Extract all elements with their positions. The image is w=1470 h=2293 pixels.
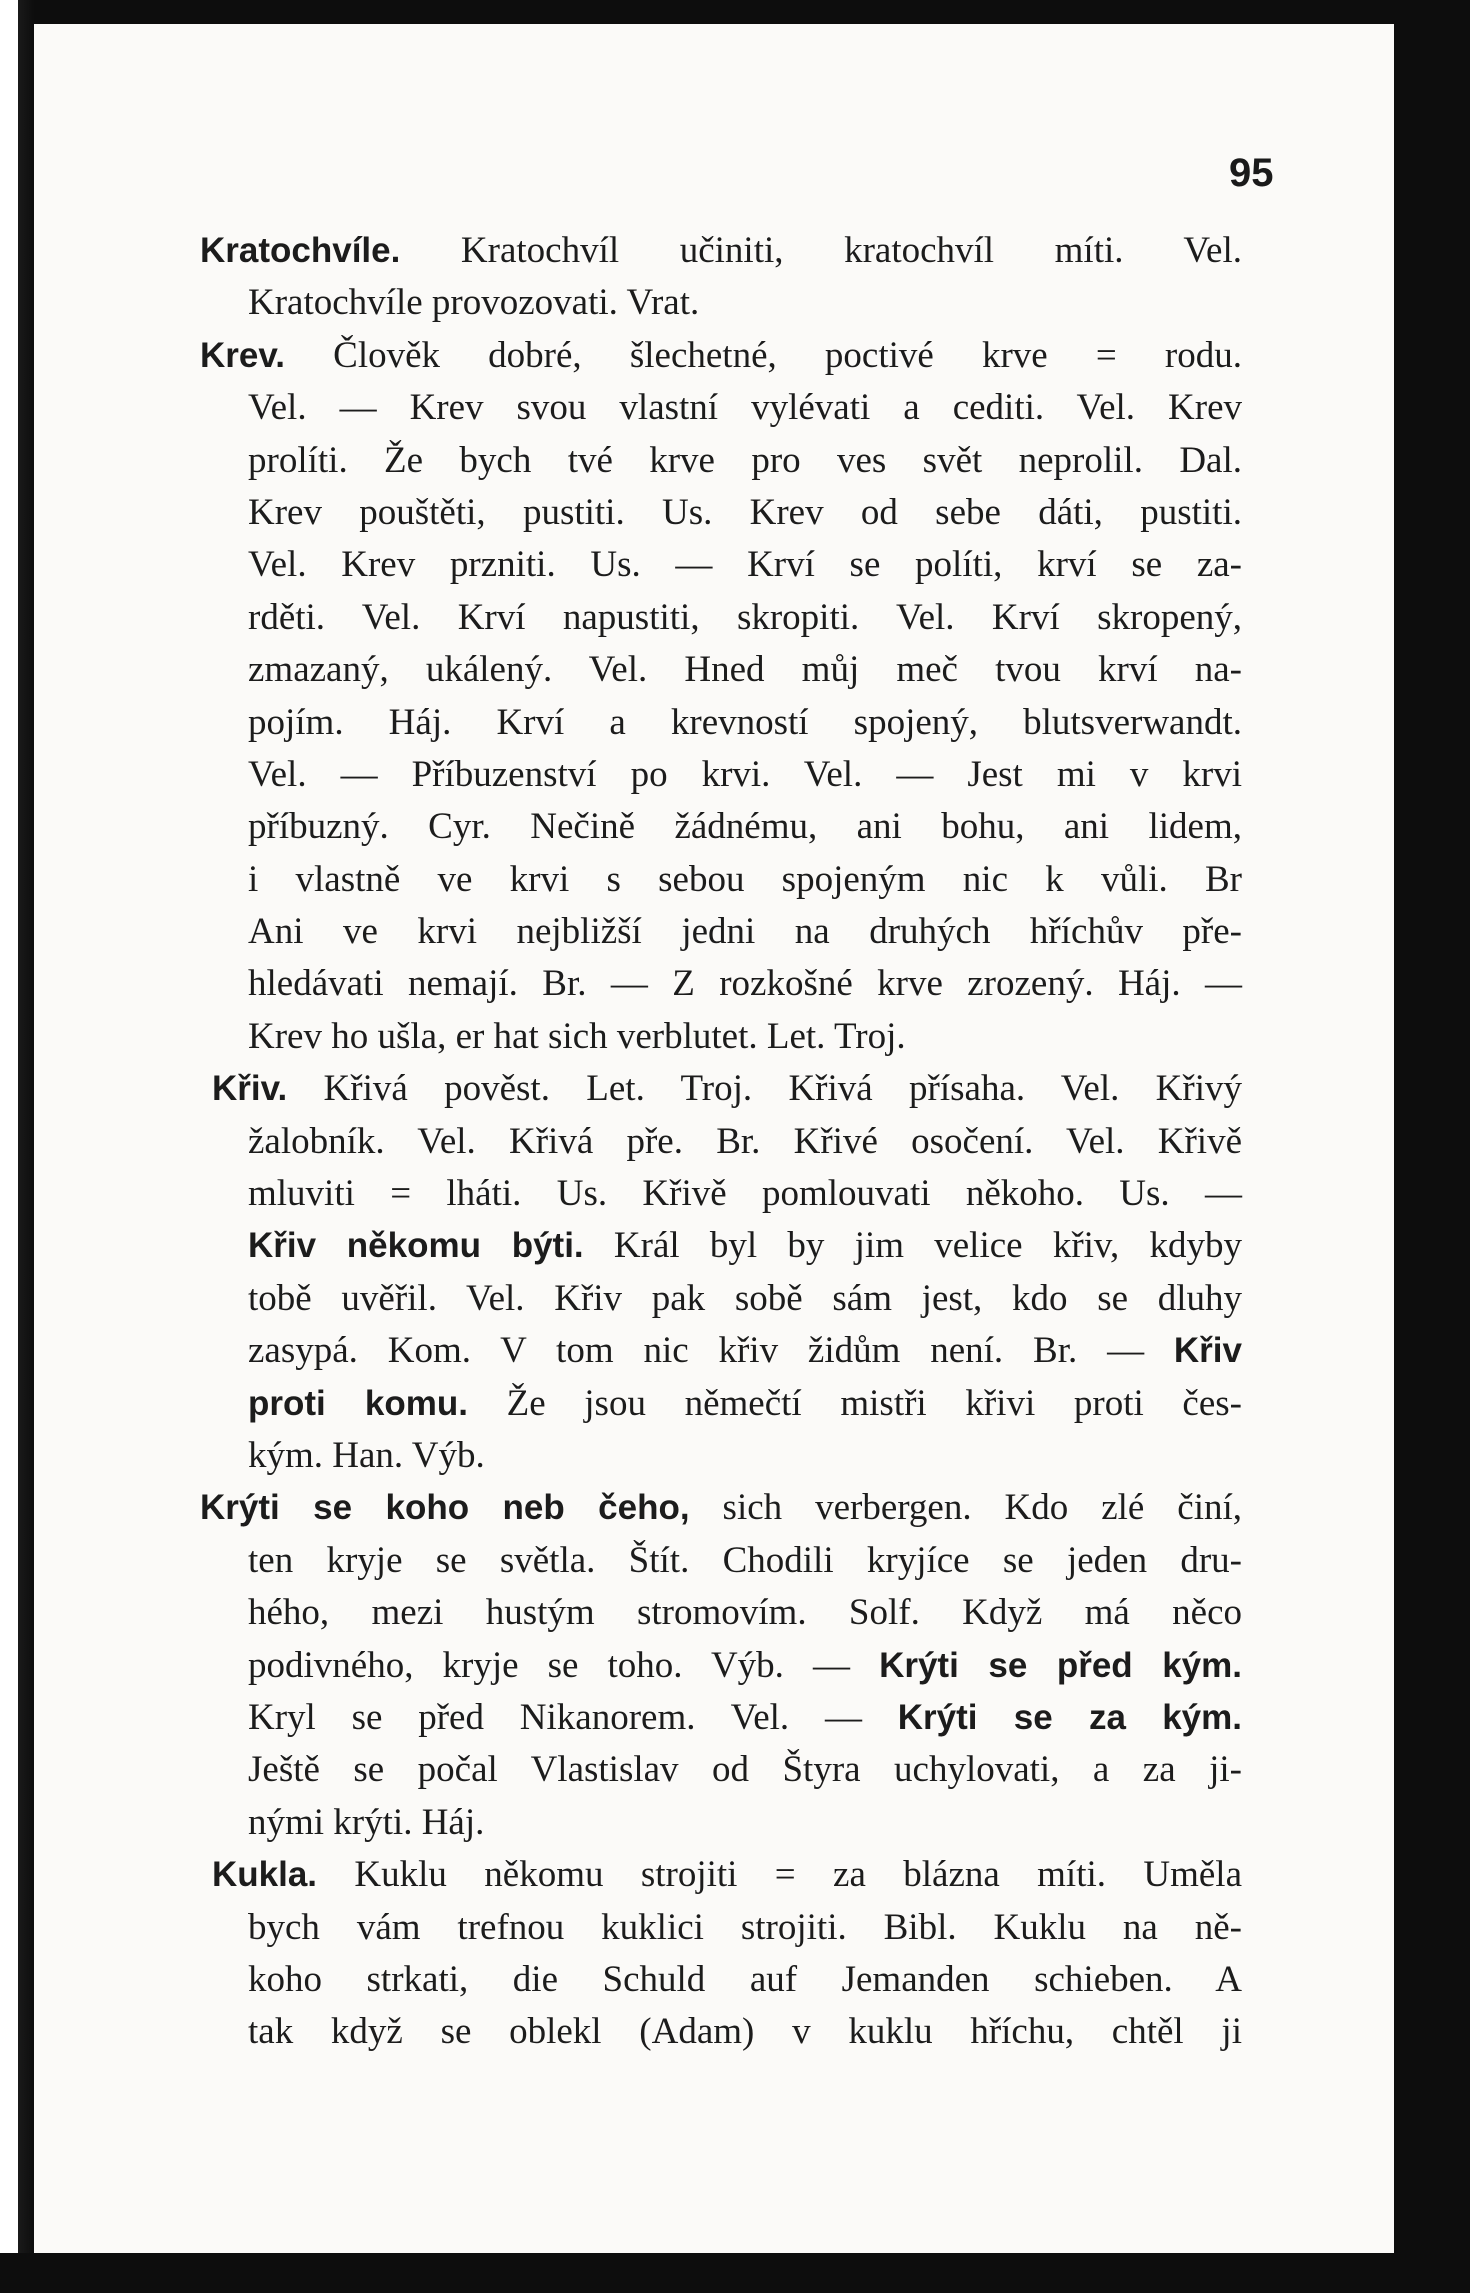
text-line (200, 1849, 1242, 1901)
text-line (200, 1744, 1242, 1796)
headword: Krýti se koho neb čeho, (200, 1488, 690, 1528)
line-text: mluviti = lháti. Us. Křivě pomlouvati někoho. Us. — (248, 1173, 1242, 1215)
headword: Křiv. (212, 1069, 288, 1109)
bold-phrase: Krýti se za kým. (897, 1697, 1242, 1737)
headword: Kukla. (212, 1855, 318, 1895)
text-line (200, 1692, 1242, 1744)
text-line (200, 435, 1242, 487)
text-line (200, 1116, 1242, 1168)
page-number: 95 (1229, 151, 1274, 195)
line-text: Že jsou němečtí mistři křivi proti čes- (467, 1382, 1242, 1424)
line-text: sich verbergen. Kdo zlé činí, (689, 1487, 1243, 1529)
text-line (200, 749, 1242, 801)
text-line (200, 801, 1242, 853)
line-text: kým. Han. Výb. (248, 1434, 485, 1476)
line-text: tobě uvěřil. Vel. Křiv pak sobě sám jest, kdo se dluhy (248, 1277, 1242, 1319)
text-line (200, 1168, 1242, 1220)
bold-phrase: Křiv někomu býti. (248, 1226, 584, 1266)
text-line (200, 330, 1242, 382)
text-line (200, 592, 1242, 644)
scan-border-left (0, 0, 34, 2293)
dictionary-text (200, 225, 1242, 2059)
text-line (200, 382, 1242, 434)
bold-phrase: Krýti se před kým. (879, 1645, 1242, 1685)
text-line (200, 539, 1242, 591)
text-line (200, 906, 1242, 958)
text-line (200, 1430, 1242, 1482)
text-line (200, 277, 1242, 329)
text-line (200, 2006, 1242, 2058)
line-text: Král byl by jim velice křiv, kdyby (583, 1225, 1243, 1267)
line-text: tak když se oblekl (Adam) v kuklu hříchu, chtěl ji (248, 2011, 1242, 2053)
text-line (200, 1325, 1242, 1377)
text-line (200, 697, 1242, 749)
line-text: Krev pouštěti, pustiti. Us. Krev od sebe dáti, pustiti. (248, 491, 1242, 533)
line-text: zasypá. Kom. V tom nic křiv židům není. Br. — (248, 1330, 1174, 1372)
line-text: zmazaný, ukálený. Vel. Hned můj meč tvou krví na- (248, 649, 1242, 691)
line-text: žalobník. Vel. Křivá pře. Br. Křivé osočení. Vel. Křivě (248, 1120, 1242, 1162)
line-text: Kratochvíle provozovati. Vrat. (248, 282, 700, 324)
text-line (200, 1954, 1242, 2006)
headword: Krev. (200, 335, 285, 375)
text-line (200, 1378, 1242, 1430)
line-text: podivného, kryje se toho. Výb. — (248, 1644, 880, 1686)
scan-border-top (0, 0, 1470, 24)
line-text: bych vám trefnou kuklici strojiti. Bibl. Kuklu na ně- (248, 1906, 1242, 1948)
text-line (200, 487, 1242, 539)
line-text: i vlastně ve krvi s sebou spojeným nic k vůli. Br (248, 858, 1242, 900)
line-text: příbuzný. Cyr. Nečině žádnému, ani bohu, ani lidem, (248, 806, 1242, 848)
text-line (200, 1482, 1242, 1534)
line-text: ten kryje se světla. Štít. Chodili kryjíce se jeden dru- (248, 1539, 1242, 1581)
line-text: rděti. Vel. Krví napustiti, skropiti. Vel. Krví skropený, (248, 596, 1242, 638)
text-line (200, 644, 1242, 696)
line-text: Vel. — Příbuzenství po krvi. Vel. — Jest mi v krvi (248, 753, 1242, 795)
text-line (200, 1011, 1242, 1063)
line-text: nými krýti. Háj. (248, 1801, 485, 1843)
line-text: Vel. — Krev svou vlastní vylévati a cediti. Vel. Krev (248, 387, 1242, 429)
line-text: Vel. Krev przniti. Us. — Krví se políti, krví se za- (248, 544, 1242, 586)
line-text: prolíti. Že bych tvé krve pro ves svět neprolil. Dal. (248, 439, 1242, 481)
line-text: Kryl se před Nikanorem. Vel. — (248, 1696, 898, 1738)
line-text: Kuklu někomu strojiti = za blázna míti. Uměla (317, 1854, 1242, 1896)
text-line (200, 1273, 1242, 1325)
line-text: koho strkati, die Schuld auf Jemanden schieben. A (248, 1958, 1242, 2000)
line-text: Ještě se počal Vlastislav od Štyra uchylovati, a za ji- (248, 1749, 1242, 1791)
scan-border-bottom (0, 2253, 1470, 2293)
text-line (200, 1535, 1242, 1587)
headword: Kratochvíle. (200, 231, 401, 270)
line-text: Člověk dobré, šlechetné, poctivé krve = rodu. (284, 334, 1242, 376)
text-line (200, 854, 1242, 906)
scan-border-right (1394, 0, 1470, 2293)
line-text: Krev ho ušla, er hat sich verblutet. Let. Troj. (248, 1015, 906, 1057)
line-text: Ani ve krvi nejbližší jedni na druhých hříchův pře- (248, 911, 1242, 953)
line-text: hledávati nemají. Br. — Z rozkošné krve zrozený. Háj. — (248, 963, 1242, 1005)
text-line (200, 1640, 1242, 1692)
text-line (200, 1063, 1242, 1115)
text-line (200, 225, 1242, 277)
bold-phrase: Křiv (1173, 1331, 1242, 1371)
line-text: Křivá pověst. Let. Troj. Křivá přísaha. Vel. Křivý (287, 1068, 1242, 1110)
line-text: Kratochvíl učiniti, kratochvíl míti. Vel. (400, 230, 1242, 271)
line-text: hého, mezi hustým stromovím. Solf. Když má něco (248, 1592, 1242, 1634)
line-text: pojím. Háj. Krví a krevností spojený, blutsverwandt. (248, 701, 1242, 743)
text-line (200, 1797, 1242, 1849)
text-line (200, 1220, 1242, 1272)
text-line (200, 958, 1242, 1010)
text-line (200, 1587, 1242, 1639)
text-line (200, 1902, 1242, 1954)
bold-phrase: proti komu. (248, 1383, 468, 1423)
